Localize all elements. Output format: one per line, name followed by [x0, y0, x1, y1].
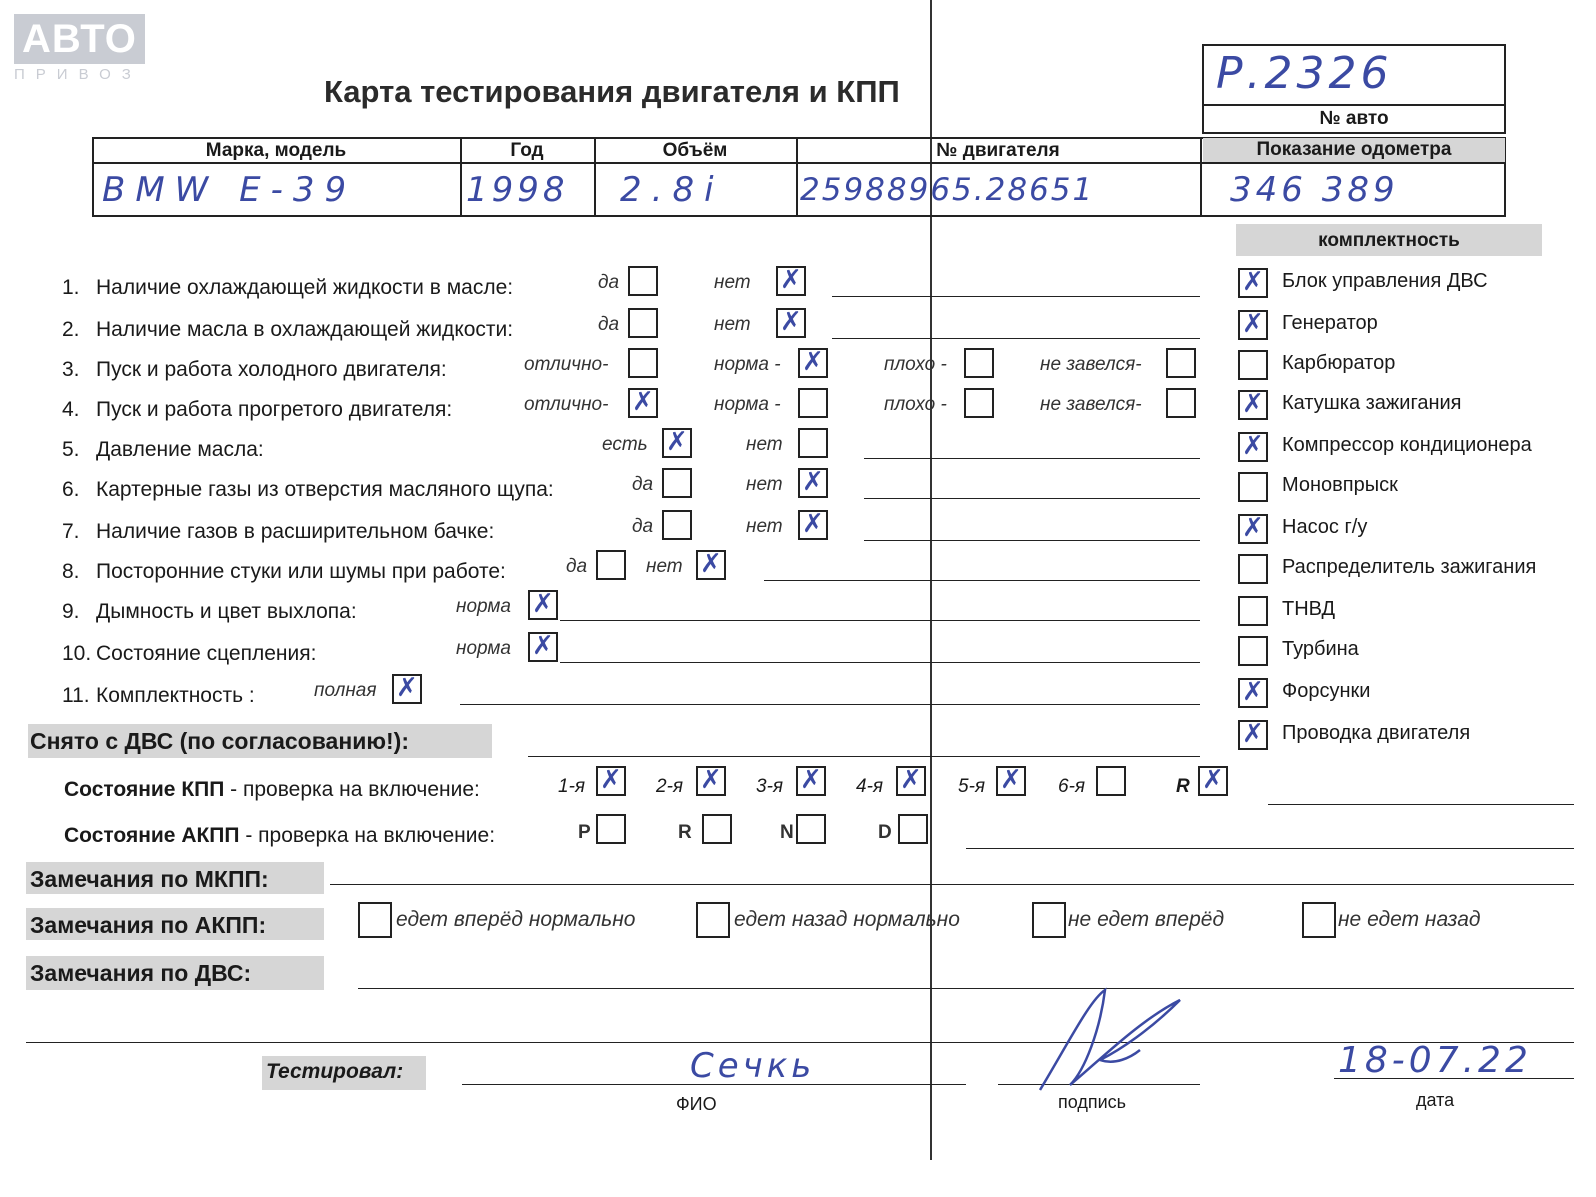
kpp-gear-checkbox[interactable] [896, 766, 926, 796]
item-text: Состояние сцепления: [96, 642, 317, 665]
item-number: 1. [62, 276, 80, 299]
item-option-checkbox[interactable] [628, 388, 658, 418]
remarks-dvs-label: Замечания по ДВС: [30, 960, 252, 986]
check-mark-icon: ✗ [532, 631, 554, 661]
item-number: 11. [62, 684, 90, 707]
kpp-gear-checkbox[interactable] [596, 766, 626, 796]
item-text: Комплектность : [96, 684, 255, 707]
item-answer-line [560, 620, 1200, 621]
completeness-checkbox[interactable] [1238, 268, 1268, 298]
completeness-item-label: ТНВД [1282, 598, 1336, 620]
signature-scribble [1030, 980, 1200, 1100]
completeness-item-label: Проводка двигателя [1282, 722, 1471, 744]
remarks-akpp-label: Замечания по АКПП: [30, 912, 267, 938]
date-value: 18-07.22 [1338, 1040, 1532, 1081]
item-number: 5. [62, 438, 80, 461]
car-number-label: № авто [1319, 108, 1389, 129]
item-option-label: нет [646, 556, 683, 577]
check-mark-icon: ✗ [1202, 765, 1224, 795]
item-text: Наличие охлаждающей жидкости в масле: [96, 276, 514, 299]
check-mark-icon: ✗ [700, 765, 722, 795]
item-number: 9. [62, 600, 80, 623]
engine-value: 25988965.28651 [800, 172, 1095, 208]
item-option-label: да [632, 474, 654, 495]
item-option-label: отлично- [524, 394, 609, 415]
completeness-checkbox[interactable] [1238, 720, 1268, 750]
page-title: Карта тестирования двигателя и КПП [324, 74, 900, 109]
item-text: Давление масла: [96, 438, 264, 461]
akpp-label-bold: Состояние АКПП [64, 824, 240, 847]
check-mark-icon: ✗ [900, 765, 922, 795]
kpp-gear-label: 6-я [1058, 776, 1086, 797]
kpp-gear-label: 2-я [656, 776, 684, 797]
removed-line [528, 756, 1200, 757]
item-answer-line [832, 338, 1200, 339]
completeness-item-label: Блок управления ДВС [1282, 270, 1488, 292]
odometer-label: Показание одометра [1256, 139, 1452, 160]
item-option-label: норма [456, 638, 511, 659]
item-number: 8. [62, 560, 80, 583]
kpp-gear-label: 1-я [558, 776, 586, 797]
item-number: 3. [62, 358, 80, 381]
item-option-checkbox[interactable] [662, 510, 692, 540]
check-mark-icon: ✗ [1242, 309, 1264, 339]
completeness-checkbox[interactable] [1238, 636, 1268, 666]
kpp-gear-checkbox[interactable] [1198, 766, 1228, 796]
item-option-checkbox[interactable] [628, 266, 658, 296]
check-mark-icon: ✗ [1242, 719, 1264, 749]
make-label: Марка, модель [205, 140, 347, 161]
item-number: 4. [62, 398, 80, 421]
item-option-checkbox[interactable] [662, 428, 692, 458]
logo-sub: ПРИВОЗ [14, 66, 142, 83]
item-answer-line [864, 498, 1200, 499]
check-mark-icon: ✗ [632, 387, 654, 417]
item-option-label: нет [714, 272, 751, 293]
akpp-label [64, 824, 495, 848]
akpp-remark-checkbox[interactable] [1302, 902, 1336, 938]
akpp-remark-checkbox[interactable] [696, 902, 730, 938]
kpp-gear-checkbox[interactable] [996, 766, 1026, 796]
item-text: Пуск и работа прогретого двигателя: [96, 398, 453, 421]
check-mark-icon: ✗ [532, 589, 554, 619]
completeness-checkbox[interactable] [1238, 350, 1268, 380]
akpp-mode-label: P [578, 822, 591, 843]
item-answer-line [864, 458, 1200, 459]
check-mark-icon: ✗ [1242, 513, 1264, 543]
check-mark-icon: ✗ [1242, 431, 1264, 461]
akpp-label-rest: - проверка на включение: [239, 824, 496, 847]
akpp-mode-checkbox[interactable] [796, 814, 826, 844]
kpp-label [64, 778, 480, 802]
item-number: 6. [62, 478, 80, 501]
item-option-label: есть [602, 434, 648, 455]
item-option-label: да [598, 272, 620, 293]
item-option-checkbox[interactable] [798, 468, 828, 498]
completeness-item-label: Распределитель зажигания [1282, 556, 1537, 578]
item-option-checkbox[interactable] [628, 348, 658, 378]
kpp-gear-checkbox[interactable] [796, 766, 826, 796]
signature-label: подпись [1058, 1092, 1127, 1112]
completeness-checkbox[interactable] [1238, 678, 1268, 708]
tested-label: Тестировал: [266, 1060, 404, 1083]
kpp-gear-checkbox[interactable] [1096, 766, 1126, 796]
logo-brand: АВТО [14, 14, 145, 64]
item-option-checkbox[interactable] [696, 550, 726, 580]
item-option-checkbox[interactable] [392, 674, 422, 704]
completeness-item-label: Форсунки [1282, 680, 1371, 702]
akpp-mode-checkbox[interactable] [898, 814, 928, 844]
kpp-gear-checkbox[interactable] [696, 766, 726, 796]
check-mark-icon: ✗ [780, 265, 802, 295]
item-option-checkbox[interactable] [798, 348, 828, 378]
item-text: Картерные газы из отверстия масляного щупа: [96, 478, 554, 501]
check-mark-icon: ✗ [666, 427, 688, 457]
item-option-label: отлично- [524, 354, 609, 375]
completeness-item-label: Карбюратор [1282, 352, 1396, 374]
item-option-checkbox[interactable] [628, 308, 658, 338]
item-option-label: да [598, 314, 620, 335]
akpp-remark-label: не едет вперёд [1068, 908, 1225, 931]
akpp-mode-label: D [878, 822, 892, 843]
check-mark-icon: ✗ [396, 673, 418, 703]
item-text: Посторонние стуки или шумы при работе: [96, 560, 506, 583]
check-mark-icon: ✗ [1242, 389, 1264, 419]
item-option-checkbox[interactable] [528, 632, 558, 662]
item-option-checkbox[interactable] [798, 388, 828, 418]
check-mark-icon: ✗ [1000, 765, 1022, 795]
check-mark-icon: ✗ [700, 549, 722, 579]
kpp-gear-label: 3-я [756, 776, 784, 797]
check-mark-icon: ✗ [1242, 677, 1264, 707]
fio-label: ФИО [676, 1094, 717, 1114]
item-option-checkbox[interactable] [798, 428, 828, 458]
kpp-line [1268, 804, 1574, 805]
year-label: Год [510, 140, 544, 161]
volume-value: 2.8i [620, 170, 724, 210]
check-mark-icon: ✗ [600, 765, 622, 795]
check-mark-icon: ✗ [800, 765, 822, 795]
item-number: 2. [62, 318, 80, 341]
header-table-divider [92, 162, 1202, 164]
item-option-checkbox[interactable] [964, 348, 994, 378]
item-option-label: полная [314, 680, 377, 701]
item-option-checkbox[interactable] [1166, 348, 1196, 378]
akpp-remark-label: не едет назад [1338, 908, 1481, 931]
item-option-checkbox[interactable] [776, 266, 806, 296]
item-text: Наличие газов в расширительном бачке: [96, 520, 495, 543]
akpp-mode-label: R [678, 822, 692, 843]
check-mark-icon: ✗ [1242, 267, 1264, 297]
akpp-remark-checkbox[interactable] [358, 902, 392, 938]
completeness-checkbox[interactable] [1238, 432, 1268, 462]
item-option-label: нет [714, 314, 751, 335]
completeness-item-label: Генератор [1282, 312, 1378, 334]
completeness-checkbox[interactable] [1238, 310, 1268, 340]
volume-label: Объём [662, 140, 728, 161]
completeness-checkbox[interactable] [1238, 554, 1268, 584]
make-value: BMW E-39 [102, 170, 357, 210]
akpp-mode-checkbox[interactable] [596, 814, 626, 844]
check-mark-icon: ✗ [802, 509, 824, 539]
remarks-dvs-line [358, 988, 1574, 989]
item-option-label: норма - [714, 354, 781, 375]
kpp-gear-label: R [1176, 776, 1190, 797]
item-option-checkbox[interactable] [596, 550, 626, 580]
fio-value: Сечкь [690, 1046, 816, 1086]
item-option-checkbox[interactable] [662, 468, 692, 498]
item-answer-line [832, 296, 1200, 297]
date-label: дата [1416, 1090, 1455, 1110]
remarks-mkpp-label: Замечания по МКПП: [30, 866, 269, 892]
item-option-label: нет [746, 434, 783, 455]
item-answer-line [460, 704, 1200, 705]
item-number: 10. [62, 642, 92, 665]
year-value: 1998 [466, 170, 569, 210]
completeness-item-label: Компрессор кондиционера [1282, 434, 1532, 456]
item-option-checkbox[interactable] [798, 510, 828, 540]
logo [14, 14, 145, 83]
item-option-label: норма [456, 596, 511, 617]
completeness-item-label: Турбина [1282, 638, 1359, 660]
akpp-mode-label: N [780, 822, 794, 843]
item-option-label: плохо - [884, 394, 947, 415]
odometer-divider [1202, 162, 1506, 164]
item-option-checkbox[interactable] [528, 590, 558, 620]
kpp-label-rest: - проверка на включение: [224, 778, 480, 801]
check-mark-icon: ✗ [802, 347, 824, 377]
akpp-line [966, 848, 1574, 849]
item-number: 7. [62, 520, 80, 543]
remarks-mkpp-line [330, 884, 1574, 885]
akpp-remark-label: едет вперёд нормально [396, 908, 636, 931]
check-mark-icon: ✗ [802, 467, 824, 497]
item-option-label: норма - [714, 394, 781, 415]
car-number-value: Р.2326 [1216, 48, 1393, 99]
item-option-label: не завелся- [1040, 394, 1142, 415]
akpp-remark-checkbox[interactable] [1032, 902, 1066, 938]
item-option-checkbox[interactable] [964, 388, 994, 418]
completeness-checkbox[interactable] [1238, 472, 1268, 502]
completeness-title: комплектность [1318, 230, 1460, 251]
item-text: Пуск и работа холодного двигателя: [96, 358, 447, 381]
item-option-label: нет [746, 516, 783, 537]
odometer-value: 346 389 [1230, 170, 1399, 210]
completeness-checkbox[interactable] [1238, 596, 1268, 626]
item-answer-line [764, 580, 1200, 581]
item-option-checkbox[interactable] [776, 308, 806, 338]
item-option-label: плохо - [884, 354, 947, 375]
completeness-checkbox[interactable] [1238, 514, 1268, 544]
item-option-label: не завелся- [1040, 354, 1142, 375]
check-mark-icon: ✗ [780, 307, 802, 337]
item-option-label: да [566, 556, 588, 577]
item-answer-line [864, 540, 1200, 541]
item-text: Наличие масла в охлаждающей жидкости: [96, 318, 514, 341]
item-option-checkbox[interactable] [1166, 388, 1196, 418]
engine-label: № двигателя [936, 140, 1060, 161]
completeness-checkbox[interactable] [1238, 390, 1268, 420]
item-answer-line [560, 662, 1200, 663]
akpp-mode-checkbox[interactable] [702, 814, 732, 844]
kpp-label-bold: Состояние КПП [64, 778, 225, 801]
akpp-remark-label: едет назад нормально [734, 908, 960, 931]
item-option-label: нет [746, 474, 783, 495]
completeness-item-label: Насос г/у [1282, 516, 1368, 538]
kpp-gear-label: 5-я [958, 776, 986, 797]
completeness-item-label: Катушка зажигания [1282, 392, 1462, 414]
completeness-item-label: Моновпрыск [1282, 474, 1398, 496]
kpp-gear-label: 4-я [856, 776, 884, 797]
item-option-label: да [632, 516, 654, 537]
removed-label: Снято с ДВС (по согласованию!): [30, 728, 409, 754]
item-text: Дымность и цвет выхлопа: [96, 600, 357, 623]
